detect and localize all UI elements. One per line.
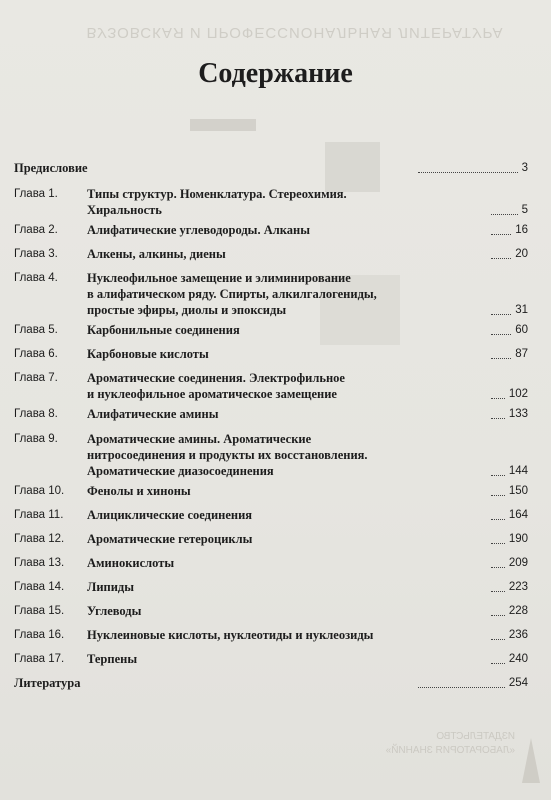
- entry-title: [87, 370, 487, 402]
- chapter-label: Глава 14.: [14, 581, 65, 593]
- page-number: 164: [508, 509, 528, 521]
- toc-entry: [14, 603, 528, 619]
- entry-title: [87, 555, 487, 571]
- page-number: 3: [521, 162, 528, 174]
- dot-leader: [491, 519, 505, 520]
- entry-title: [87, 346, 487, 362]
- entry-title-line: Алициклические соединения: [87, 508, 253, 522]
- entry-title-line: Ароматические соединения. Электрофильное: [87, 371, 345, 385]
- entry-title-line: Предисловие: [14, 161, 88, 175]
- dot-leader: [491, 615, 505, 616]
- chapter-label: Глава 8.: [14, 408, 58, 420]
- bleed-through-header: ВУЗОВСКАЯ И ПРОФЕССИОНАЛЬНАЯ ЛИТЕРАТУРА: [86, 24, 504, 41]
- page-number: 5: [521, 204, 528, 216]
- chapter-label: Глава 7.: [14, 372, 58, 384]
- entry-title-line: Фенолы и хиноны: [87, 484, 191, 498]
- page-number: 60: [515, 324, 528, 336]
- dot-leader: [491, 543, 505, 544]
- entry-title: [87, 531, 487, 547]
- page-number: 133: [508, 408, 528, 420]
- page-number: 236: [508, 629, 528, 641]
- chapter-label: Глава 10.: [14, 485, 65, 497]
- entry-title-line: Типы структур. Номенклатура. Стереохимия.: [87, 187, 347, 201]
- toc-entry: [14, 531, 528, 547]
- chapter-label: Глава 12.: [14, 533, 65, 545]
- entry-title-line: нитросоединения и продукты их восстановления.: [87, 448, 368, 462]
- page-number: 20: [515, 248, 528, 260]
- toc-entry: [14, 346, 528, 362]
- toc-entry: [14, 579, 528, 595]
- entry-title: [87, 322, 487, 338]
- page-number: 240: [508, 653, 528, 665]
- entry-title: [87, 483, 487, 499]
- entry-title-line: Карбоновые кислоты: [87, 347, 209, 361]
- toc-entry: [14, 555, 528, 571]
- dot-leader: [491, 358, 511, 359]
- entry-title-line: Нуклеиновые кислоты, нуклеотиды и нуклеозиды: [87, 628, 374, 642]
- entry-title: [87, 222, 487, 238]
- toc-entry: [14, 186, 528, 218]
- dot-leader: [418, 687, 505, 688]
- entry-title-line: Хиральность: [87, 203, 162, 217]
- page-number: 150: [508, 485, 528, 497]
- chapter-label: Глава 15.: [14, 605, 65, 617]
- toc-entry: [14, 627, 528, 643]
- entry-title: [87, 603, 487, 619]
- dot-leader: [491, 418, 505, 419]
- chapter-label: Глава 6.: [14, 348, 58, 360]
- entry-title: [14, 675, 414, 691]
- entry-title: [87, 406, 487, 422]
- entry-title: [87, 246, 487, 262]
- entry-title-line: Алифатические углеводороды. Алканы: [87, 223, 310, 237]
- toc-entry: [14, 507, 528, 523]
- entry-title-line: Карбонильные соединения: [87, 323, 240, 337]
- dot-leader: [491, 475, 505, 476]
- toc-entry: [14, 322, 528, 338]
- bleed-through-publisher-line: «ЛАБОРАТОРИЯ ЗНАНИЙ»: [385, 745, 515, 756]
- dot-leader: [491, 495, 505, 496]
- dot-leader: [418, 172, 518, 173]
- chapter-label: Глава 3.: [14, 248, 58, 260]
- entry-title-line: Липиды: [87, 580, 135, 594]
- chapter-label: Глава 17.: [14, 653, 65, 665]
- toc-entry: [14, 431, 528, 479]
- entry-title-line: Литература: [14, 676, 81, 690]
- page-number: 102: [508, 388, 528, 400]
- entry-title-line: Нуклеофильное замещение и элиминирование: [87, 271, 351, 285]
- page-number: 31: [515, 304, 528, 316]
- page-title: Содержание: [198, 58, 353, 89]
- dot-leader: [491, 258, 511, 259]
- entry-title-line: Ароматические диазосоединения: [87, 464, 274, 478]
- dot-leader: [491, 314, 511, 315]
- dot-leader: [491, 398, 505, 399]
- page-number: 16: [515, 224, 528, 236]
- entry-title-line: Ароматические гетероциклы: [87, 532, 253, 546]
- toc-entry: [14, 406, 528, 422]
- dot-leader: [491, 214, 518, 215]
- dot-leader: [491, 567, 505, 568]
- entry-title-line: Алкены, алкины, диены: [87, 247, 226, 261]
- bleed-through-publisher-line: ИЗДАТЕЛЬСТВО: [436, 731, 515, 742]
- toc-entry: [14, 370, 528, 402]
- chapter-label: Глава 2.: [14, 224, 58, 236]
- entry-title: [87, 627, 487, 643]
- chapter-label: Глава 11.: [14, 509, 64, 521]
- page-number: 209: [508, 557, 528, 569]
- chapter-label: Глава 9.: [14, 433, 58, 445]
- entry-title-line: Аминокислоты: [87, 556, 175, 570]
- page-number: 223: [508, 581, 528, 593]
- entry-title: [87, 579, 487, 595]
- toc-entry: [14, 160, 528, 176]
- toc-entry: [14, 651, 528, 667]
- chapter-label: Глава 1.: [14, 188, 58, 200]
- dot-leader: [491, 334, 511, 335]
- toc-entry: [14, 270, 528, 318]
- page-number: 87: [515, 348, 528, 360]
- entry-title-line: и нуклеофильное ароматическое замещение: [87, 387, 337, 401]
- entry-title: [87, 507, 487, 523]
- dot-leader: [491, 591, 505, 592]
- toc-entry: [14, 483, 528, 499]
- dot-leader: [491, 234, 511, 235]
- toc-entry: [14, 246, 528, 262]
- entry-title: [87, 651, 487, 667]
- toc-entry: [14, 222, 528, 238]
- entry-title-line: Алифатические амины: [87, 407, 219, 421]
- entry-title-line: Ароматические амины. Ароматические: [87, 432, 312, 446]
- chapter-label: Глава 13.: [14, 557, 65, 569]
- entry-title-line: Углеводы: [87, 604, 142, 618]
- page-number: 144: [508, 465, 528, 477]
- chapter-label: Глава 5.: [14, 324, 58, 336]
- toc-entry: [14, 675, 528, 691]
- dot-leader: [491, 639, 505, 640]
- chapter-label: Глава 16.: [14, 629, 65, 641]
- page-number: 254: [508, 677, 528, 689]
- entry-title: [14, 160, 414, 176]
- entry-title-line: простые эфиры, диолы и эпоксиды: [87, 303, 287, 317]
- page-number: 228: [508, 605, 528, 617]
- entry-title: [87, 186, 487, 218]
- entry-title: [87, 270, 487, 318]
- chapter-label: Глава 4.: [14, 272, 58, 284]
- page-number: 190: [508, 533, 528, 545]
- entry-title-line: в алифатическом ряду. Спирты, алкилгалогениды,: [87, 287, 377, 301]
- dot-leader: [491, 663, 505, 664]
- entry-title-line: Терпены: [87, 652, 138, 666]
- entry-title: [87, 431, 487, 479]
